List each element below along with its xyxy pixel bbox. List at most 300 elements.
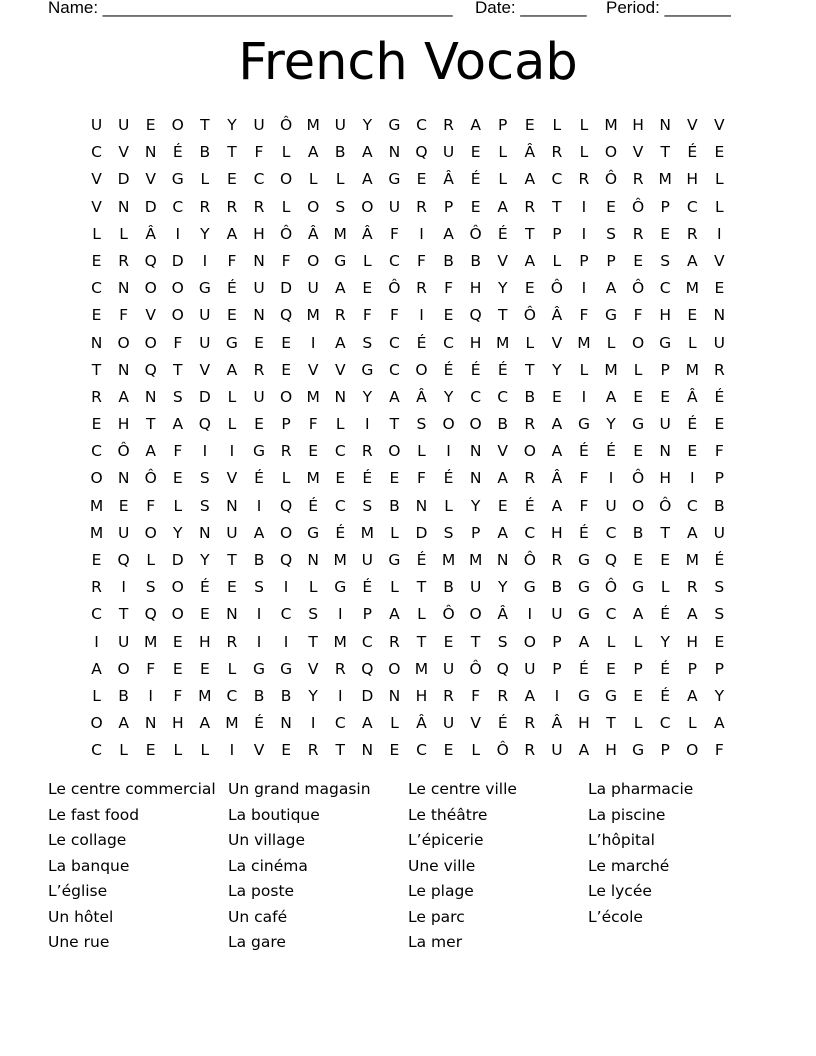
grid-letter: E <box>91 306 102 325</box>
grid-letter: R <box>253 360 265 379</box>
grid-letter: E <box>281 741 291 760</box>
grid-letter: A <box>605 387 617 406</box>
grid-letter: E <box>145 116 156 134</box>
grid-letter: Ô <box>469 224 482 243</box>
grid-row <box>83 330 733 357</box>
grid-letter: Q <box>144 360 157 379</box>
grid-letter: R <box>307 741 319 760</box>
grid-letter: U <box>253 116 265 134</box>
grid-letter: P <box>606 251 616 270</box>
grid-letter: U <box>307 279 319 298</box>
grid-letter: F <box>389 306 399 325</box>
grid-letter: O <box>632 333 645 352</box>
grid-letter: L <box>335 170 345 189</box>
grid-letter: L <box>227 659 237 678</box>
grid-letter: Y <box>660 632 670 651</box>
grid-letter: I <box>283 578 289 597</box>
grid-letter: R <box>443 686 454 705</box>
word-bank-item: Un café <box>228 907 288 926</box>
grid-letter: O <box>523 632 536 651</box>
grid-letter: A <box>118 714 129 733</box>
grid-letter: Y <box>362 116 373 134</box>
grid-letter: É <box>470 360 481 379</box>
grid-letter: P <box>633 659 643 678</box>
grid-letter: O <box>469 605 482 624</box>
grid-letter: I <box>121 578 126 597</box>
grid-letter: M <box>577 333 591 352</box>
grid-letter: U <box>551 741 563 760</box>
grid-row <box>83 438 733 465</box>
grid-letter: V <box>91 197 102 216</box>
grid-letter: C <box>388 333 400 352</box>
grid-letter: Q <box>144 251 157 270</box>
grid-letter: Q <box>469 306 482 325</box>
grid-letter: E <box>172 469 183 488</box>
grid-letter: L <box>119 741 128 760</box>
grid-letter: É <box>308 496 319 515</box>
grid-letter: C <box>334 496 346 515</box>
grid-letter: F <box>444 279 454 298</box>
grid-letter: G <box>577 578 590 597</box>
grid-row <box>83 139 733 166</box>
grid-letter: U <box>605 496 617 515</box>
grid-letter: E <box>551 387 562 406</box>
grid-letter: I <box>581 197 587 216</box>
grid-letter: S <box>172 387 183 406</box>
grid-letter: C <box>524 523 536 542</box>
grid-letter: A <box>686 251 698 270</box>
grid-letter: C <box>497 387 509 406</box>
grid-letter: O <box>388 442 401 461</box>
word-bank-item: Le parc <box>408 907 465 926</box>
grid-letter: M <box>306 306 320 325</box>
grid-letter: D <box>361 686 374 705</box>
grid-letter: Y <box>200 224 210 243</box>
grid-letter: E <box>91 251 102 270</box>
grid-letter: M <box>89 523 104 542</box>
grid-letter: B <box>443 578 454 597</box>
grid-letter: S <box>199 469 210 488</box>
grid-letter: B <box>497 415 509 434</box>
grid-letter: V <box>686 116 698 134</box>
grid-letter: V <box>118 143 129 162</box>
word-bank-item: Le centre commercial <box>48 780 216 798</box>
grid-letter: C <box>253 170 265 189</box>
grid-letter: V <box>307 659 319 678</box>
grid-letter: D <box>117 170 130 189</box>
grid-letter: A <box>686 605 698 624</box>
grid-letter: U <box>442 659 455 678</box>
word-bank-item: Un village <box>228 831 306 849</box>
grid-letter: O <box>117 659 130 678</box>
grid-letter: O <box>279 170 293 189</box>
grid-letter: P <box>660 360 670 379</box>
grid-letter: I <box>202 442 208 461</box>
grid-letter: R <box>524 714 536 733</box>
grid-letter: E <box>714 279 725 298</box>
word-bank-item: Une rue <box>48 933 110 951</box>
grid-letter: Q <box>279 496 293 515</box>
grid-letter: V <box>497 442 509 461</box>
grid-letter: T <box>416 578 427 597</box>
grid-letter: N <box>253 251 265 270</box>
grid-letter: B <box>280 686 292 705</box>
grid-letter: E <box>633 251 643 270</box>
date-field-label: Date: _______ <box>475 0 587 17</box>
grid-letter: G <box>388 116 401 134</box>
grid-letter: U <box>90 116 103 134</box>
grid-letter: Â <box>524 143 536 162</box>
grid-letter: L <box>227 415 237 434</box>
grid-letter: T <box>660 523 670 542</box>
grid-letter: U <box>442 143 455 162</box>
grid-letter: O <box>307 197 320 216</box>
grid-letter: L <box>687 333 697 352</box>
grid-letter: I <box>229 442 235 461</box>
grid-letter: D <box>144 197 157 216</box>
grid-letter: A <box>334 279 346 298</box>
grid-letter: O <box>144 523 157 542</box>
word-bank-item: La pharmacie <box>588 780 694 798</box>
grid-letter: C <box>388 360 400 379</box>
grid-letter: Ô <box>144 469 157 488</box>
grid-letter: O <box>90 714 103 733</box>
grid-letter: R <box>361 442 373 461</box>
grid-letter: G <box>632 741 645 760</box>
grid-letter: L <box>281 197 291 216</box>
grid-letter: Q <box>604 551 618 569</box>
grid-letter: F <box>254 143 264 162</box>
grid-letter: F <box>281 251 291 270</box>
grid-row <box>83 411 733 438</box>
grid-letter: A <box>362 714 373 733</box>
grid-letter: M <box>198 686 212 705</box>
grid-letter: P <box>687 659 697 678</box>
grid-letter: É <box>362 469 373 488</box>
grid-letter: E <box>172 659 183 678</box>
grid-letter: É <box>416 333 427 352</box>
grid-letter: L <box>390 578 399 597</box>
grid-letter: E <box>660 224 671 243</box>
grid-letter: V <box>470 714 481 733</box>
grid-letter: U <box>388 197 401 216</box>
grid-letter: A <box>334 333 346 352</box>
grid-letter: O <box>171 306 184 325</box>
grid-letter: A <box>524 251 536 270</box>
grid-letter: O <box>144 333 157 352</box>
grid-letter: C <box>226 686 238 705</box>
grid-letter: Ô <box>659 496 672 515</box>
grid-letter: L <box>200 741 210 760</box>
grid-letter: S <box>362 333 373 352</box>
grid-letter: L <box>417 605 426 624</box>
grid-letter: E <box>687 306 698 325</box>
grid-letter: L <box>335 415 345 434</box>
grid-letter: F <box>579 306 589 325</box>
grid-letter: L <box>281 469 291 488</box>
grid-letter: S <box>416 415 427 434</box>
grid-letter: C <box>91 279 102 298</box>
grid-letter: E <box>91 415 102 434</box>
grid-letter: L <box>660 578 670 597</box>
grid-letter: O <box>604 143 618 162</box>
grid-letter: E <box>497 496 508 515</box>
grid-letter: C <box>416 116 427 134</box>
grid-letter: A <box>470 116 481 134</box>
grid-row <box>83 493 733 520</box>
grid-letter: T <box>552 197 562 216</box>
grid-letter: E <box>660 551 671 569</box>
grid-letter: A <box>91 659 102 678</box>
grid-letter: I <box>717 224 722 243</box>
grid-letter: I <box>337 605 343 624</box>
grid-letter: F <box>471 686 481 705</box>
grid-letter: O <box>388 659 401 678</box>
grid-letter: P <box>660 197 670 216</box>
grid-letter: R <box>524 415 536 434</box>
grid-letter: D <box>280 279 293 298</box>
grid-letter: Ô <box>469 659 482 678</box>
grid-letter: L <box>281 143 291 162</box>
word-bank-item: La banque <box>48 856 130 875</box>
grid-letter: C <box>605 605 617 624</box>
grid-letter: V <box>307 360 319 379</box>
grid-letter: Y <box>173 523 183 542</box>
grid-letter: U <box>334 116 346 134</box>
grid-letter: É <box>524 496 535 515</box>
grid-letter: E <box>524 116 535 134</box>
grid-letter: R <box>280 442 292 461</box>
grid-letter: S <box>443 523 454 542</box>
grid-letter: Ô <box>117 442 130 461</box>
grid-letter: Q <box>361 659 374 678</box>
grid-letter: V <box>714 251 725 270</box>
grid-row <box>83 520 733 547</box>
grid-letter: E <box>389 741 400 760</box>
grid-row <box>83 112 733 139</box>
grid-letter: É <box>362 578 373 597</box>
word-bank-item: Le collage <box>48 831 127 849</box>
grid-letter: C <box>659 279 671 298</box>
grid-letter: I <box>446 442 451 461</box>
grid-letter: O <box>307 251 320 270</box>
grid-letter: P <box>281 415 291 434</box>
grid-letter: É <box>416 551 427 569</box>
grid-letter: L <box>471 741 480 760</box>
grid-letter: R <box>389 632 400 651</box>
grid-letter: N <box>117 197 130 216</box>
page-title: French Vocab <box>238 33 578 92</box>
grid-letter: M <box>306 469 320 488</box>
grid-letter: V <box>632 143 644 162</box>
grid-letter: R <box>416 279 427 298</box>
grid-letter: H <box>659 306 671 325</box>
grid-letter: T <box>335 741 345 760</box>
grid-letter: U <box>442 714 455 733</box>
grid-letter: D <box>198 387 211 406</box>
grid-letter: N <box>469 442 482 461</box>
grid-letter: R <box>497 686 509 705</box>
grid-letter: I <box>148 686 153 705</box>
grid-letter: E <box>254 415 264 434</box>
grid-letter: P <box>552 224 562 243</box>
grid-letter: E <box>443 306 454 325</box>
grid-letter: U <box>713 333 726 352</box>
grid-letter: C <box>91 741 102 760</box>
grid-letter: A <box>551 496 563 515</box>
grid-letter: Y <box>227 116 237 134</box>
grid-letter: M <box>658 170 672 189</box>
grid-letter: C <box>470 387 482 406</box>
grid-letter: É <box>470 170 481 189</box>
grid-letter: A <box>443 224 454 243</box>
grid-letter: R <box>551 143 563 162</box>
grid-letter: U <box>253 387 265 406</box>
grid-letter: A <box>578 741 590 760</box>
grid-letter: Ô <box>604 170 618 189</box>
word-bank-item: La cinéma <box>228 856 308 875</box>
grid-letter: Â <box>551 714 563 733</box>
grid-letter: Y <box>470 496 481 515</box>
grid-letter: L <box>687 714 697 733</box>
word-bank-item: Un grand magasin <box>228 780 371 798</box>
grid-letter: A <box>605 279 617 298</box>
grid-row <box>83 465 733 492</box>
grid-letter: O <box>523 442 536 461</box>
grid-letter: B <box>714 496 725 515</box>
grid-letter: L <box>633 360 643 379</box>
grid-letter: I <box>283 632 289 651</box>
grid-letter: N <box>334 387 347 406</box>
grid-letter: H <box>415 686 428 705</box>
grid-letter: C <box>443 333 454 352</box>
word-bank-item: La mer <box>408 933 463 951</box>
grid-letter: H <box>469 333 482 352</box>
grid-letter: U <box>199 333 211 352</box>
grid-letter: G <box>605 686 618 705</box>
grid-letter: R <box>632 170 644 189</box>
grid-letter: A <box>362 143 373 162</box>
grid-letter: F <box>579 469 589 488</box>
grid-letter: Ô <box>279 224 293 243</box>
grid-letter: L <box>92 686 101 705</box>
grid-row <box>83 275 733 302</box>
word-bank-item: Un hôtel <box>48 907 114 926</box>
grid-letter: E <box>714 415 725 434</box>
grid-letter: N <box>307 551 319 569</box>
grid-letter: S <box>660 251 671 270</box>
grid-letter: M <box>360 523 374 542</box>
grid-letter: B <box>443 251 454 270</box>
grid-letter: V <box>145 170 156 189</box>
grid-letter: E <box>633 442 643 461</box>
grid-letter: V <box>551 333 563 352</box>
grid-letter: T <box>145 415 156 434</box>
grid-letter: O <box>171 605 184 624</box>
grid-letter: O <box>279 523 293 542</box>
grid-letter: L <box>579 116 589 134</box>
grid-letter: A <box>551 415 563 434</box>
grid-letter: R <box>226 197 238 216</box>
grid-letter: B <box>199 143 211 162</box>
grid-letter: I <box>310 333 316 352</box>
grid-letter: O <box>171 116 184 134</box>
grid-letter: H <box>659 469 671 488</box>
grid-letter: B <box>118 686 129 705</box>
grid-letter: M <box>333 551 347 569</box>
grid-letter: M <box>685 360 699 379</box>
grid-letter: É <box>714 387 725 406</box>
grid-letter: E <box>227 306 237 325</box>
grid-letter: Ô <box>632 279 645 298</box>
grid-letter: D <box>171 251 184 270</box>
grid-letter: Â <box>686 387 698 406</box>
grid-letter: L <box>173 741 183 760</box>
grid-letter: É <box>443 469 454 488</box>
word-bank-item: La poste <box>228 882 295 900</box>
grid-letter: L <box>715 170 724 189</box>
grid-letter: T <box>227 143 237 162</box>
grid-letter: L <box>363 251 372 270</box>
grid-letter: O <box>90 469 103 488</box>
grid-letter: F <box>308 415 318 434</box>
grid-letter: G <box>280 659 293 678</box>
grid-letter: M <box>414 659 429 678</box>
grid-letter: S <box>335 197 346 216</box>
grid-letter: L <box>498 143 508 162</box>
grid-letter: E <box>281 360 291 379</box>
grid-letter: Y <box>308 686 318 705</box>
grid-letter: N <box>280 714 292 733</box>
grid-letter: E <box>606 659 616 678</box>
grid-letter: E <box>308 442 319 461</box>
word-bank-item: L’hôpital <box>588 831 655 849</box>
grid-letter: N <box>144 387 157 406</box>
grid-letter: L <box>715 197 724 216</box>
grid-letter: M <box>685 551 699 569</box>
grid-letter: E <box>227 578 237 597</box>
grid-letter: G <box>253 659 266 678</box>
grid-letter: R <box>524 197 536 216</box>
grid-letter: Ô <box>388 279 401 298</box>
grid-letter: P <box>443 197 454 216</box>
grid-letter: F <box>173 333 183 352</box>
grid-letter: Â <box>416 714 427 733</box>
grid-letter: I <box>365 415 370 434</box>
grid-letter: L <box>308 170 318 189</box>
grid-letter: I <box>310 714 316 733</box>
grid-letter: T <box>200 116 210 134</box>
grid-letter: O <box>279 387 293 406</box>
grid-letter: G <box>307 523 320 542</box>
grid-letter: I <box>689 469 695 488</box>
grid-row <box>83 737 733 764</box>
grid-letter: U <box>117 632 130 651</box>
word-bank-item: Une ville <box>408 856 476 875</box>
grid-letter: R <box>524 469 536 488</box>
grid-letter: M <box>441 551 456 569</box>
grid-letter: N <box>117 469 130 488</box>
grid-letter: Q <box>279 306 293 325</box>
grid-letter: S <box>714 578 725 597</box>
grid-letter: I <box>581 279 587 298</box>
grid-letter: S <box>145 578 156 597</box>
grid-letter: L <box>633 714 643 733</box>
grid-letter: E <box>362 279 373 298</box>
grid-letter: Â <box>551 469 563 488</box>
grid-row <box>83 710 733 737</box>
grid-letter: M <box>604 116 618 134</box>
